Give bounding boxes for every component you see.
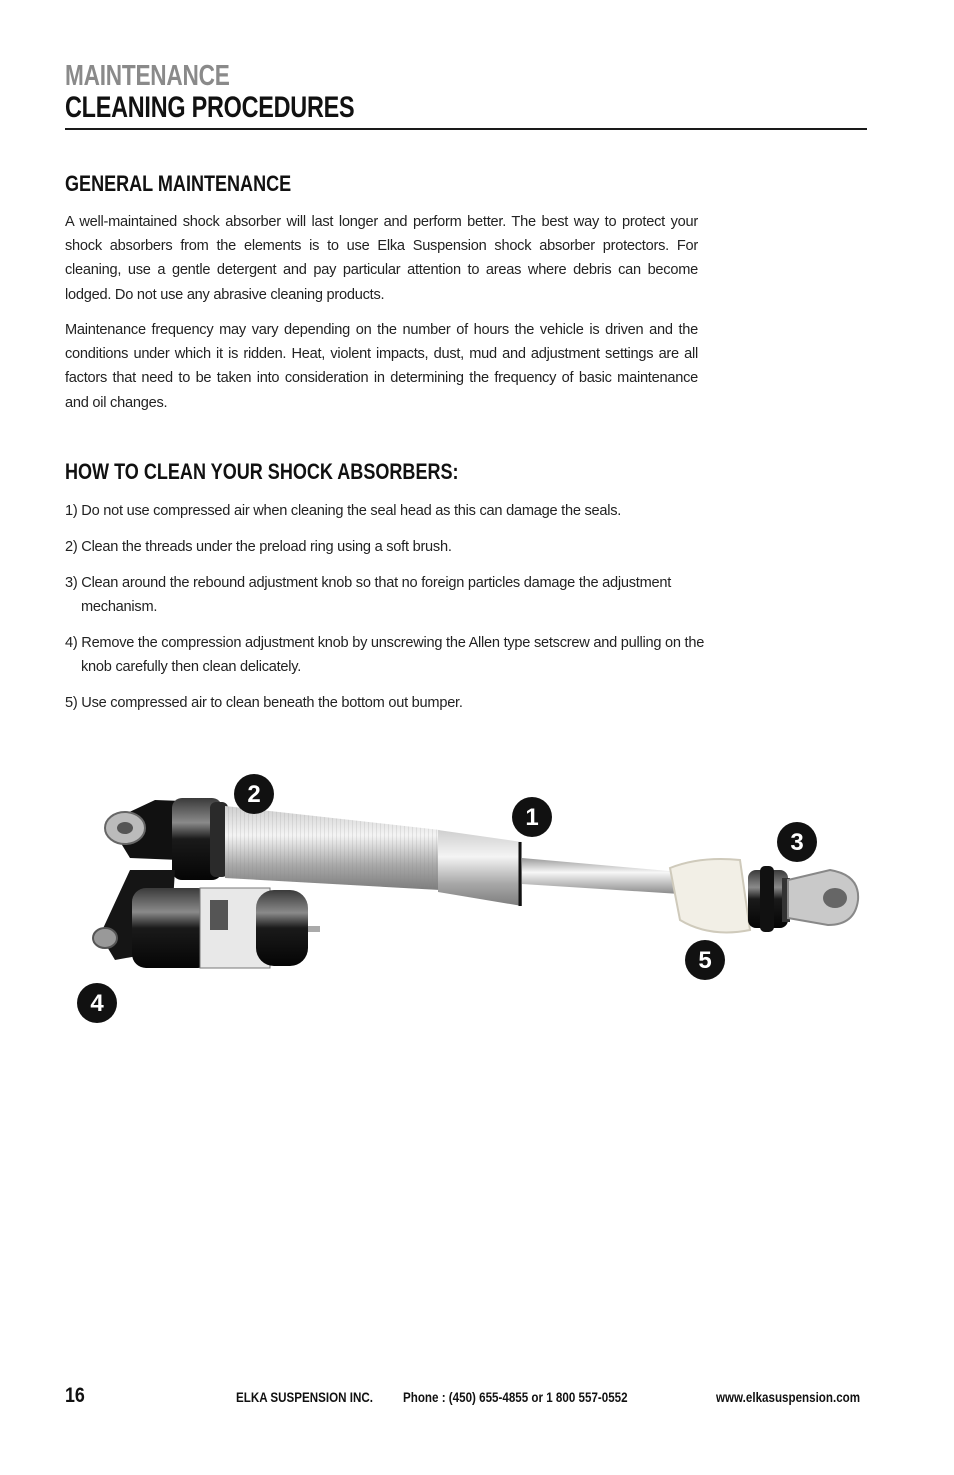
how-to-clean-heading: HOW TO CLEAN YOUR SHOCK ABSORBERS: xyxy=(65,459,459,484)
page-title: CLEANING PROCEDURES xyxy=(65,91,355,124)
callout-2-label: 2 xyxy=(247,781,261,808)
preload-ring xyxy=(172,798,228,880)
general-paragraph-1: A well-maintained shock absorber will last longer and perform better. The best way to protect your shock absorbers from the elements is to use Elka Suspension shock absorber protectors. For cleaning, use a gentle detergent and pay particular attention to areas where debris can become lodged. Do not use any abrasive cleaning products. xyxy=(65,214,698,303)
threaded-body xyxy=(225,806,440,890)
step-1: 1) Do not use compressed air when cleaning the seal head as this can damage the seals. xyxy=(65,503,622,519)
callout-4-label: 4 xyxy=(90,990,104,1017)
callout-3-label: 3 xyxy=(790,829,804,856)
general-paragraph-2: Maintenance frequency may vary depending on the number of hours the vehicle is driven and the conditions under which it is ridden. Heat, violent impacts, dust, mud and adjustment settings are all factors that need to be taken into consideration in determining the frequency of basic maintenance and oil changes. xyxy=(65,322,698,411)
callout-1 xyxy=(512,797,552,837)
callout-3 xyxy=(777,822,817,862)
callout-4 xyxy=(77,983,117,1023)
title-rule xyxy=(65,128,867,130)
step-5: 5) Use compressed air to clean beneath the bottom out bumper. xyxy=(65,695,463,711)
body-sleeve xyxy=(438,830,522,906)
section-label: MAINTENANCE xyxy=(65,60,230,92)
step-4: 4) Remove the compression adjustment knob by unscrewing the Allen type setscrew and pulling on the knob carefully then clean delicately. xyxy=(65,635,705,675)
callout-5 xyxy=(685,940,725,980)
callout-1-label: 1 xyxy=(525,804,539,831)
general-maintenance-heading: GENERAL MAINTENANCE xyxy=(65,171,292,196)
footer-phone: Phone : (450) 655-4855 or 1 800 557-0552 xyxy=(403,1390,628,1405)
shaft xyxy=(522,858,680,894)
shock-absorber-photo xyxy=(60,760,880,1035)
rebound-adjuster xyxy=(748,866,790,932)
reservoir xyxy=(93,870,320,968)
footer-company: ELKA SUSPENSION INC. xyxy=(236,1390,373,1405)
callout-2 xyxy=(234,774,274,814)
step-2: 2) Clean the threads under the preload ring using a soft brush. xyxy=(65,539,452,555)
step-3: 3) Clean around the rebound adjustment knob so that no foreign particles damage the adjustment mechanism. xyxy=(65,575,672,615)
bottom-out-bumper xyxy=(670,859,750,932)
callout-5-label: 5 xyxy=(698,947,712,974)
page-number: 16 xyxy=(65,1384,85,1407)
lower-eyelet xyxy=(788,870,858,925)
footer-website[interactable]: www.elkasuspension.com xyxy=(716,1390,861,1405)
